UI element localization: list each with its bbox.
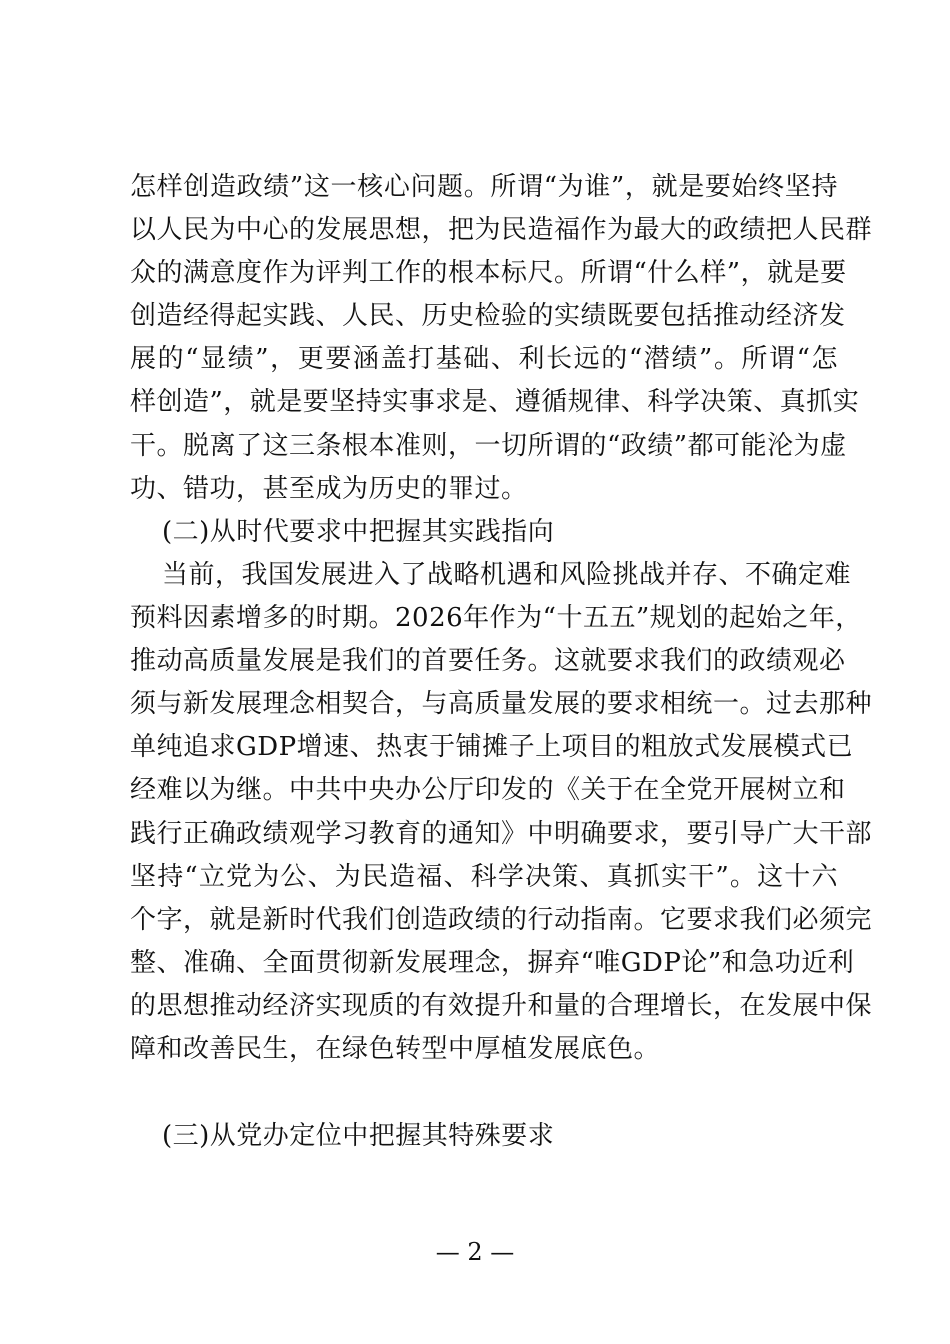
text-line: 怎样创造政绩”这一核心问题。所谓“为谁”，就是要始终坚持 [130,172,838,202]
text-line: 障和改善民生，在绿色转型中厚植发展底色。 [130,1034,661,1064]
text-line: 个字，就是新时代我们创造政绩的行动指南。它要求我们必须完 [130,905,873,935]
text-line: 须与新发展理念相契合，与高质量发展的要求相统一。过去那种 [130,689,873,719]
text-line: 整、准确、全面贯彻新发展理念，摒弃“唯GDP论”和急功近利 [130,948,855,978]
text-line: 干。脱离了这三条根本准则，一切所谓的“政绩”都可能沦为虚 [130,431,847,461]
text-line: 当前，我国发展进入了战略机遇和风险挑战并存、不确定难 [162,560,852,590]
text-line: 预料因素增多的时期。2026年作为“十五五”规划的起始之年， [130,603,862,633]
text-line: 创造经得起实践、人民、历史检验的实绩既要包括推动经济发 [130,301,846,331]
section-heading-2: (二)从时代要求中把握其实践指向 [162,517,555,547]
text-line: 经难以为继。中共中央办公厅印发的《关于在全党开展树立和 [130,775,846,805]
text-line: 践行正确政绩观学习教育的通知》中明确要求，要引导广大干部 [130,819,873,849]
text-line: 的思想推动经济实现质的有效提升和量的合理增长，在发展中保 [130,991,873,1021]
text-line: 坚持“立党为公、为民造福、科学决策、真抓实干”。这十六 [130,862,838,892]
text-line: 展的“显绩”，更要涵盖打基础、利长远的“潜绩”。所谓“怎 [130,344,838,374]
text-line: 样创造”，就是要坚持实事求是、遵循规律、科学决策、真抓实 [130,387,860,417]
section-heading-3: (三)从党办定位中把握其特殊要求 [162,1121,555,1151]
text-line: 推动高质量发展是我们的首要任务。这就要求我们的政绩观必 [130,646,846,676]
text-line: 功、错功，甚至成为历史的罪过。 [130,474,528,504]
text-line: 以人民为中心的发展思想，把为民造福作为最大的政绩把人民群 [130,215,873,245]
page-number: — 2 — [435,1238,515,1266]
text-line: 众的满意度作为评判工作的根本标尺。所谓“什么样”，就是要 [130,258,847,288]
text-line: 单纯追求GDP增速、热衷于铺摊子上项目的粗放式发展模式已 [130,732,854,762]
